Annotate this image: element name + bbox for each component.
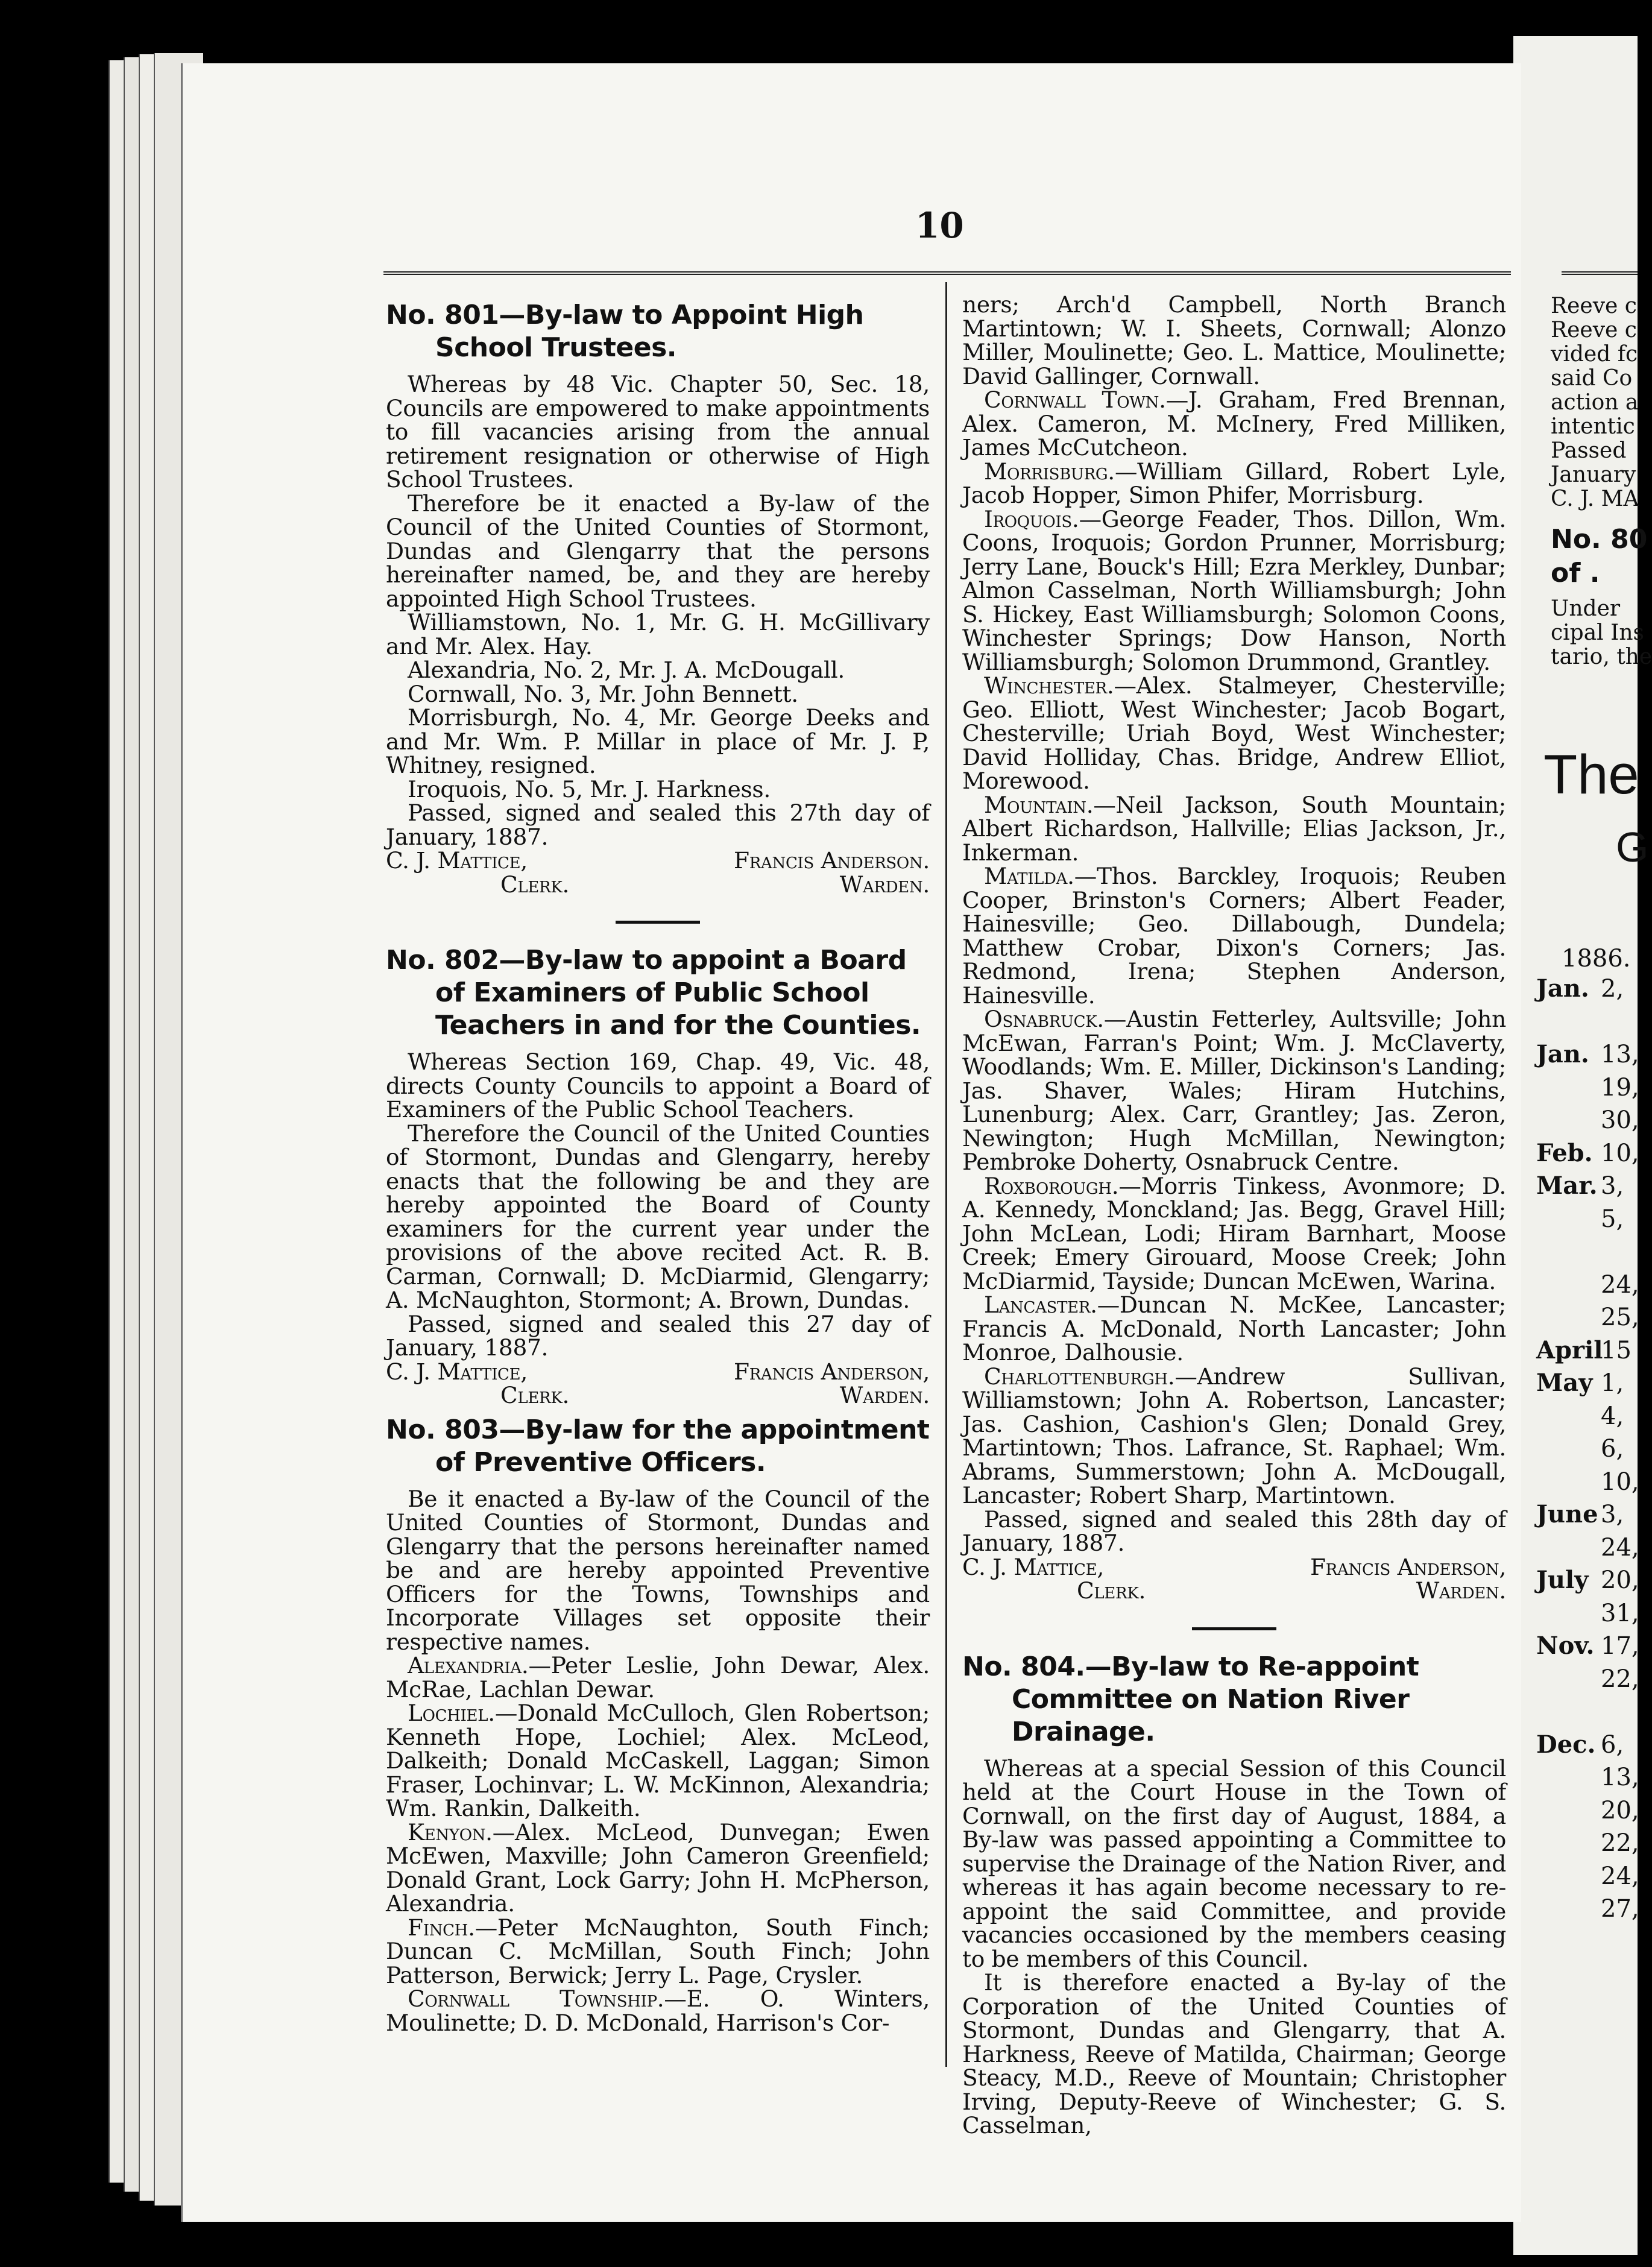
bylaw-heading: No. 802—By-law to appoint a Board of Examiners of Public School Teachers in and for the Counties. — [386, 945, 921, 1041]
officer-list: —E. O. Winters, Moulinette; D. D. McDonald, Harrison's Cor- — [386, 1985, 930, 2036]
next-page-line: tario, the — [1551, 645, 1652, 669]
section-separator — [1192, 1627, 1276, 1630]
place-name: Matilda. — [984, 863, 1074, 889]
next-page-line: Reeve c — [1551, 318, 1637, 342]
date-day: 15 — [1601, 1336, 1632, 1364]
preventive-officers-entry — [962, 1007, 1506, 1174]
officer-list: —Austin Fetterley, Aultsville; John McEwan, Farran's Point; Wm. J. McClaverty, Woodlands; Wm. E. Miller, Dickinson's Landing; Jas. Shaver, Wales; Hiram Hutchins, Lunenburg; Alex. Carr, Grantley; Jas. Zeron, Newington; Hugh McMillan, Newington; Pembroke Doherty, Osnabruck Centre. — [962, 1006, 1506, 1175]
officer-list: —Alex. Stalmeyer, Chesterville; Geo. Elliott, West Winchester; Jacob Bogart, Chesterville; Uriah Boyd, West Winchester; David Holliday, Chas. Bridge, Andrew Elliot, Morewood. — [962, 672, 1506, 794]
paragraph: Passed, signed and sealed this 27th day of January, 1887. — [386, 799, 930, 850]
preventive-officers-entry — [962, 388, 1506, 460]
date-month: June — [1536, 1500, 1598, 1528]
paragraph: Passed, signed and sealed this 28th day of January, 1887. — [962, 1506, 1506, 1556]
date-day: 13, — [1601, 1764, 1639, 1791]
paragraph: It is therefore enacted a By-lay of the Corporation of the United Counties of Stormont, Dundas and Glengarry, that A. Harkness, Reeve of Matilda, Chairman; George Steacy, M.D., Reeve of Mountain; Christopher Irving, Deputy-Reeve of Winchester; G. S. Casselman, — [962, 1969, 1506, 2139]
signature-line — [386, 1360, 930, 1384]
date-month: Nov. — [1536, 1632, 1595, 1660]
signature-line — [386, 873, 930, 897]
date-day: 20, — [1601, 1796, 1639, 1824]
signature-warden: Warden. — [839, 1382, 930, 1408]
paragraph: Whereas Section 169, Chap. 49, Vic. 48, directs County Councils to appoint a Board of Examiners of the Public School Teachers. — [386, 1048, 930, 1123]
date-month: July — [1536, 1566, 1589, 1594]
paragraph: Therefore the Council of the United Counties of Stormont, Dundas and Glengarry, hereby enacts that the following be and they are hereby appointed the Board of County examiners for the current year under the provisions of the above recited Act. R. B. Carman, Cornwall; D. McDiarmid, Glengarry; A. McNaughton, Stormont; A. Brown, Dundas. — [386, 1120, 930, 1313]
paragraph: Therefore be it enacted a By-law of the Council of the United Counties of Stormont, Dundas and Glengarry that the persons hereinafter named, be, and they are hereby appointed High School Trustees. — [386, 490, 930, 612]
date-day: 6, — [1601, 1730, 1624, 1759]
signature-line — [962, 1553, 1506, 1580]
officer-list: —George Feader, Thos. Dillon, Wm. Coons, Iroquois; Gordon Prunner, Morrisburg; Jerry Lane, Bouck's Hill; Ezra Merkley, Dunbar; Almon Casselman, North Williamsburgh; John S. Hickey, East Williamsburgh; Solomon Coons, Winchester Springs; Dow Hanson, North Williamsburgh; Solomon Drummond, Grantley. — [962, 505, 1506, 675]
date-day: 10, — [1601, 1139, 1639, 1167]
date-month: Dec. — [1536, 1730, 1596, 1759]
signature-line — [386, 1384, 930, 1408]
next-page-title: G — [1616, 824, 1649, 871]
next-page-line: intentic — [1551, 414, 1635, 439]
place-name: Iroquois. — [984, 505, 1079, 532]
header-rule — [383, 271, 1511, 275]
preventive-officers-entry — [386, 1916, 930, 1988]
next-page-line: vided fc — [1551, 342, 1638, 367]
next-page-heading: No. 80 — [1551, 524, 1648, 555]
date-month: May — [1536, 1369, 1593, 1397]
date-day: 4, — [1601, 1402, 1624, 1430]
paragraph: Cornwall, No. 3, Mr. John Bennett. — [408, 680, 798, 707]
preventive-officers-entry — [386, 1987, 930, 2035]
next-page-title: The — [1543, 744, 1639, 806]
place-name: Osnabruck. — [984, 1006, 1104, 1032]
date-month: Feb. — [1536, 1138, 1593, 1167]
next-page-line: action a — [1551, 390, 1639, 415]
next-page-line: C. J. MA — [1551, 487, 1639, 511]
signature-warden: Francis Anderson. — [734, 847, 930, 874]
date-month: Mar. — [1536, 1171, 1598, 1200]
officer-list: —Andrew Sullivan, Williamstown; John A. Robertson, Lancaster; Jas. Cashion, Cashion's Glen; Donald Grey, Martintown; Thos. Lafrance, St. Raphael; Wm. Abrams, Summerstown; John A. McDougall, Lancaster; Robert Sharp, Martintown. — [962, 1363, 1506, 1509]
preventive-officers-entry — [962, 793, 1506, 865]
next-page-line: cipal Ins — [1551, 620, 1645, 645]
date-day: 22, — [1601, 1829, 1639, 1857]
date-day: 27, — [1601, 1895, 1639, 1923]
date-day: 20, — [1601, 1566, 1639, 1594]
paragraph: Morrisburgh, No. 4, Mr. George Deeks and and Mr. Wm. P. Millar in place of Mr. J. P, Whitney, resigned. — [386, 704, 930, 778]
date-day: 24, — [1601, 1270, 1639, 1299]
place-name: Lochiel. — [408, 1700, 495, 1726]
officer-list: —J. Graham, Fred Brennan, Alex. Cameron, M. McInery, Fred Milliken, James McCutcheon. — [962, 386, 1506, 461]
date-day: 24, — [1601, 1533, 1639, 1562]
date-month: Jan. — [1536, 1040, 1589, 1068]
preventive-officers-entry — [386, 1654, 930, 1701]
place-name: Alexandria. — [408, 1652, 529, 1679]
date-month: Jan. — [1536, 974, 1589, 1003]
section-separator — [616, 921, 700, 924]
officer-list: —Neil Jackson, South Mountain; Albert Richardson, Hallville; Elias Jackson, Jr., Inkerman. — [962, 791, 1506, 866]
date-day: 30, — [1601, 1106, 1639, 1134]
officer-list: —Peter McNaughton, South Finch; Duncan C. McMillan, South Finch; John Patterson, Berwick; Jerry L. Page, Crysler. — [386, 1914, 930, 1988]
date-day: 3, — [1601, 1172, 1624, 1200]
paragraph: Whereas by 48 Vic. Chapter 50, Sec. 18, Councils are empowered to make appointments to fill vacancies arising from the annual retirement resignation or otherwise of High School Trustees. — [386, 371, 930, 493]
signature-warden: Warden. — [839, 871, 930, 898]
date-day: 25, — [1601, 1304, 1639, 1331]
column-divider — [945, 282, 947, 2067]
date-day: 5, — [1601, 1205, 1624, 1233]
officer-list: —Donald McCulloch, Glen Robertson; Kenneth Hope, Lochiel; Alex. McLeod, Dalkeith; Donald McCaskell, Laggan; Simon Fraser, Lochinvar; L. W. McKinnon, Alexandria; Wm. Rankin, Dalkeith. — [386, 1700, 930, 1821]
place-name: Cornwall Township. — [408, 1985, 664, 2012]
date-day: 31, — [1601, 1599, 1639, 1627]
next-page-heading: of . — [1551, 558, 1600, 588]
officer-list: —Thos. Barckley, Iroquois; Reuben Cooper, Brinston's Corners; Albert Feader, Hainesville; Geo. Dillabough, Dundela; Matthew Crobar, Dixon's Corners; Jas. Redmond, Irena; Stephen Anderson, Hainesville. — [962, 863, 1506, 1009]
signature-warden: Francis Anderson, — [734, 1358, 930, 1385]
paragraph: Iroquois, No. 5, Mr. J. Harkness. — [408, 775, 771, 802]
place-name: Morrisburg. — [984, 458, 1115, 485]
bylaw-heading: No. 801—By-law to Appoint High School Trustees. — [386, 300, 864, 363]
paragraph: Alexandria, No. 2, Mr. J. A. McDougall. — [408, 657, 845, 683]
date-day: 24, — [1601, 1862, 1639, 1890]
preventive-officers-entry — [386, 1701, 930, 1821]
officer-list: —Peter Leslie, John Dewar, Alex. McRae, Lachlan Dewar. — [386, 1652, 930, 1703]
signature-clerk: Clerk. — [1077, 1577, 1146, 1604]
preventive-officers-entry — [962, 460, 1506, 508]
page-number: 10 — [915, 205, 964, 246]
next-page-line: Reeve c — [1551, 294, 1637, 318]
date-day: 6, — [1601, 1435, 1624, 1463]
paragraph: Passed, signed and sealed this 27 day of January, 1887. — [386, 1310, 930, 1361]
paragraph: Whereas at a special Session of this Council held at the Court House in the Town of Cornwall, on the first day of August, 1884, a By-law was passed appointing a Committee to supervise the Drainage of the Nation River, and whereas it has again become necessary to re-appoint the said Committee, and provide vacancies occasioned by the members ceasing to be members of this Council. — [962, 1755, 1506, 1972]
officer-list: —Duncan N. McKee, Lancaster; Francis A. McDonald, North Lancaster; John Monroe, Dalhousie. — [962, 1291, 1506, 1366]
place-name: Roxborough. — [984, 1172, 1119, 1199]
signature-warden: Warden. — [1416, 1577, 1506, 1604]
date-day: 13, — [1601, 1041, 1639, 1068]
place-name: Mountain. — [984, 791, 1094, 818]
left-column — [386, 293, 930, 2035]
officer-list: —William Gillard, Robert Lyle, Jacob Hopper, Simon Phifer, Morrisburg. — [962, 458, 1506, 508]
date-day: 2, — [1601, 975, 1624, 1003]
date-month: April — [1536, 1335, 1603, 1364]
place-name: Kenyon. — [408, 1818, 493, 1846]
signature-clerk: Clerk. — [500, 1382, 570, 1408]
date-day: 17, — [1601, 1632, 1639, 1660]
officer-list: —Alex. McLeod, Dunvegan; Ewen McEwen, Maxville; John Cameron Greenfield; Donald Grant, Lock Garry; John H. McPherson, Alexandria. — [386, 1818, 930, 1917]
place-name: Finch. — [408, 1914, 475, 1941]
preventive-officers-entry — [386, 1818, 930, 1917]
next-page-line: said Co — [1551, 366, 1633, 391]
signature-line — [386, 849, 930, 873]
paragraph-continued: ners; Arch'd Campbell, North Branch Martintown; W. I. Sheets, Cornwall; Alonzo Miller, Moulinette; Geo. L. Mattice, Moulinette; David Gallinger, Cornwall. — [962, 291, 1506, 389]
place-name: Winchester. — [984, 672, 1114, 699]
place-name: Lancaster. — [984, 1291, 1097, 1318]
bylaw-heading: No. 803—By-law for the appointment of Preventive Officers. — [386, 1414, 930, 1478]
signature-clerk: C. J. Mattice, — [386, 1358, 528, 1385]
next-page-line: Under — [1551, 596, 1621, 621]
place-name: Cornwall Town. — [984, 386, 1166, 413]
preventive-officers-entry — [962, 505, 1506, 675]
paragraph: Williamstown, No. 1, Mr. G. H. McGillivary and Mr. Alex. Hay. — [386, 609, 930, 660]
date-day: 10, — [1601, 1468, 1639, 1496]
next-page-line: Passed — [1551, 438, 1627, 463]
paragraph: Be it enacted a By-law of the Council of the United Counties of Stormont, Dundas and Glengarry that the persons hereinafter named be and are hereby appointed Preventive Officers for the Towns, Townships and Incorporate Villages set opposite their respective names. — [386, 1485, 930, 1655]
signature-line — [962, 1579, 1506, 1603]
date-day: 3, — [1601, 1501, 1624, 1528]
signature-clerk: C. J. Mattice, — [962, 1553, 1104, 1580]
signature-warden: Francis Anderson, — [1310, 1553, 1506, 1580]
preventive-officers-entry — [962, 865, 1506, 1007]
place-name: Charlottenburgh. — [984, 1363, 1175, 1390]
right-column — [962, 293, 1506, 2138]
next-page-header-rule — [1562, 271, 1638, 275]
bylaw-heading: No. 804.—By-law to Re-appoint Committee on Nation River Drainage. — [962, 1651, 1419, 1747]
preventive-officers-entry — [962, 1174, 1506, 1294]
date-day: 22, — [1601, 1665, 1639, 1693]
next-page-year: 1886. — [1562, 945, 1631, 973]
officer-list: —Morris Tinkess, Avonmore; D. A. Kennedy, Monckland; Jas. Begg, Gravel Hill; John McLean, Lodi; Hiram Barnhart, Moose Creek; Emery Girouard, Moose Creek; John McDiarmid, Tayside; Duncan McEwen, Warina. — [962, 1172, 1506, 1294]
date-day: 19, — [1601, 1073, 1639, 1102]
next-page-line: January — [1551, 462, 1636, 487]
signature-clerk: C. J. Mattice, — [386, 847, 528, 874]
preventive-officers-entry — [962, 1365, 1506, 1508]
preventive-officers-entry — [962, 674, 1506, 793]
date-day: 1, — [1601, 1369, 1624, 1397]
signature-clerk: Clerk. — [500, 871, 570, 898]
preventive-officers-entry — [962, 1293, 1506, 1365]
